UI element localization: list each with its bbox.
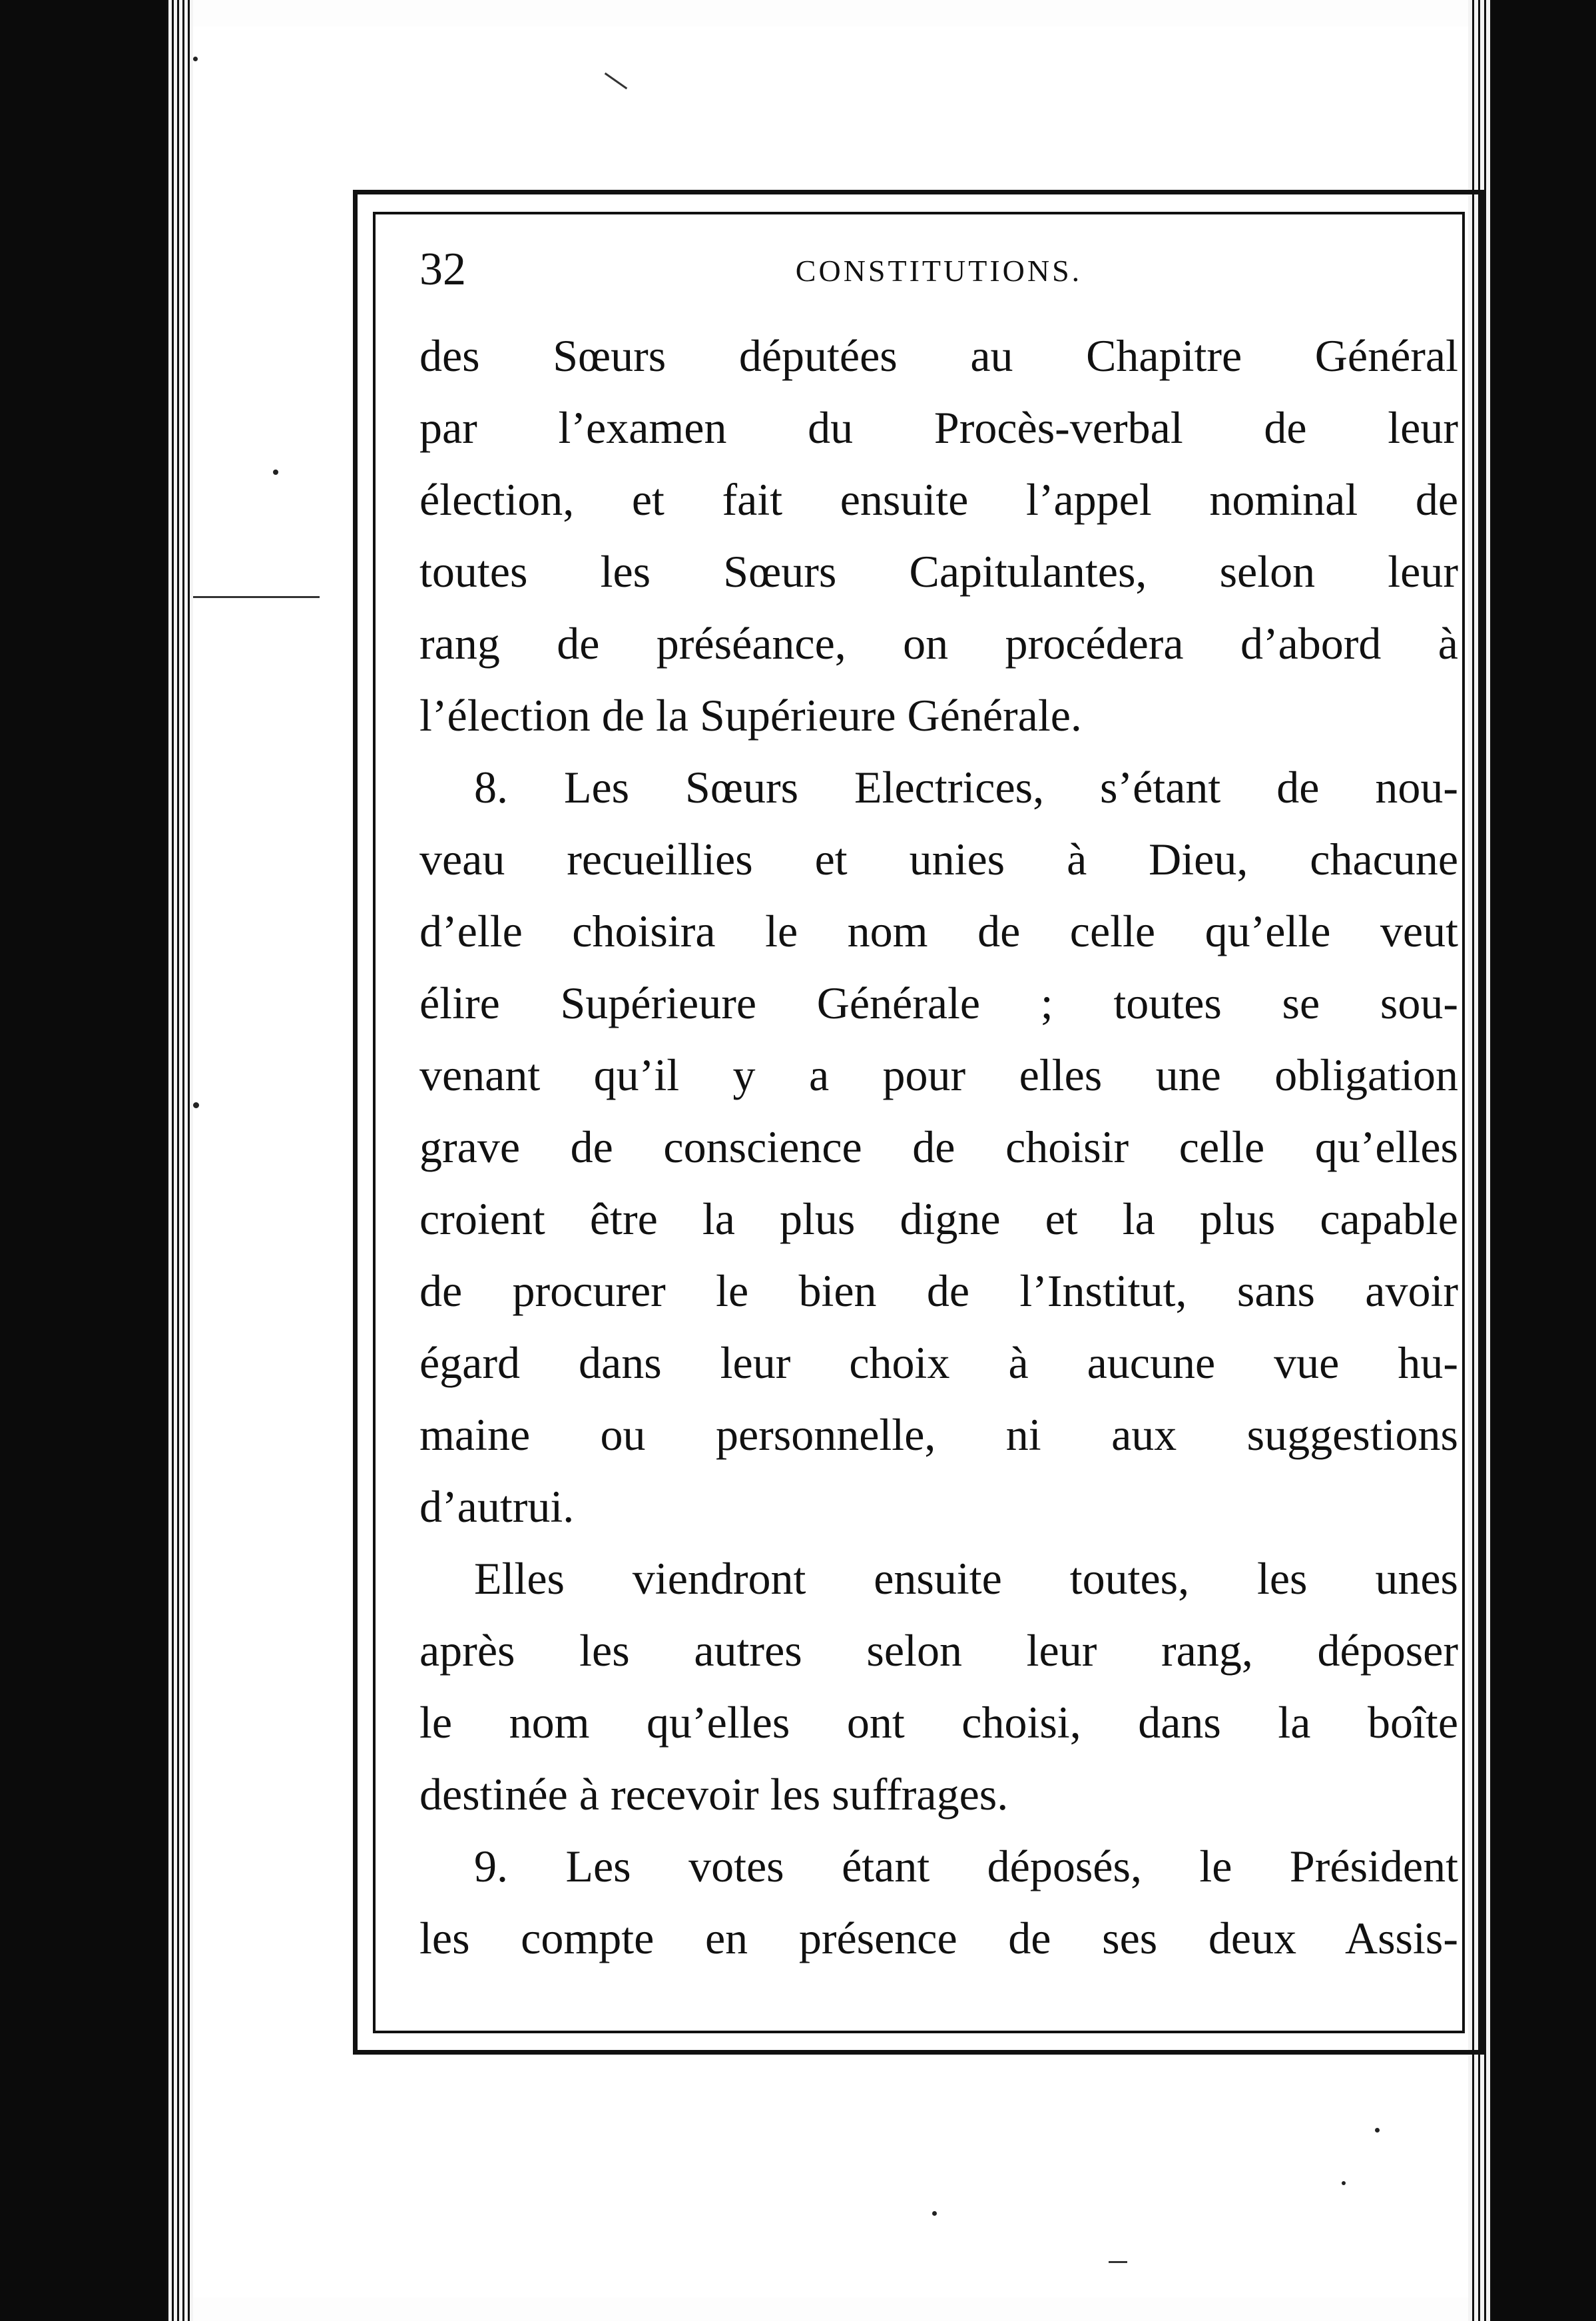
text-line: élire Supérieure Générale ; toutes se sou- <box>419 978 1458 1028</box>
text-line: veau recueillies et unies à Dieu, chacune <box>419 834 1458 884</box>
speck-mark <box>273 470 278 475</box>
body-text <box>419 320 1458 1974</box>
stroke-mark <box>193 596 320 598</box>
text-line: par l’examen du Procès-verbal de leur <box>419 402 1458 453</box>
text-block <box>419 240 1458 1974</box>
left-page-edges <box>166 0 193 2321</box>
text-line: Elles viendront ensuite toutes, les unes <box>474 1553 1458 1604</box>
text-line: grave de conscience de choisir celle qu’elles <box>419 1122 1458 1172</box>
text-line: élection, et fait ensuite l’appel nominal de <box>419 474 1458 525</box>
text-line: le nom qu’elles ont choisi, dans la boîte <box>419 1697 1458 1748</box>
text-line: d’elle choisira le nom de celle qu’elle veut <box>419 906 1458 956</box>
speck-mark <box>1342 2181 1346 2185</box>
text-line: de procurer le bien de l’Institut, sans avoir <box>419 1265 1458 1316</box>
page-number: 32 <box>419 244 466 295</box>
text-line: destinée à recevoir les suffrages. <box>419 1769 1009 1820</box>
running-head-title: CONSTITUTIONS. <box>795 254 1083 288</box>
text-line: croient être la plus digne et la plus capable <box>419 1193 1458 1244</box>
speck-mark <box>193 57 198 61</box>
text-line: maine ou personnelle, ni aux suggestions <box>419 1409 1458 1460</box>
speck-mark <box>193 1102 199 1108</box>
text-line: 8. Les Sœurs Electrices, s’étant de nou- <box>474 762 1458 813</box>
speck-mark <box>1375 2128 1380 2133</box>
text-line: rang de préséance, on procédera d’abord à <box>419 618 1458 669</box>
left-book-edge <box>0 0 166 2321</box>
text-line: d’autrui. <box>419 1481 575 1532</box>
stroke-mark <box>1109 2261 1127 2263</box>
text-line: égard dans leur choix à aucune vue hu- <box>419 1337 1458 1388</box>
text-line: l’élection de la Supérieure Générale. <box>419 690 1082 741</box>
text-line: les compte en présence de ses deux Assis- <box>419 1913 1458 1963</box>
text-line: 9. Les votes étant déposés, le Président <box>474 1841 1458 1891</box>
right-book-edge <box>1491 0 1596 2321</box>
running-head <box>419 240 1458 320</box>
speck-mark <box>932 2211 937 2216</box>
text-line: toutes les Sœurs Capitulantes, selon leur <box>419 546 1458 597</box>
text-line: venant qu’il y a pour elles une obligation <box>419 1050 1458 1100</box>
text-line: après les autres selon leur rang, déposer <box>419 1625 1458 1676</box>
text-line: des Sœurs députées au Chapitre Général <box>419 330 1458 381</box>
